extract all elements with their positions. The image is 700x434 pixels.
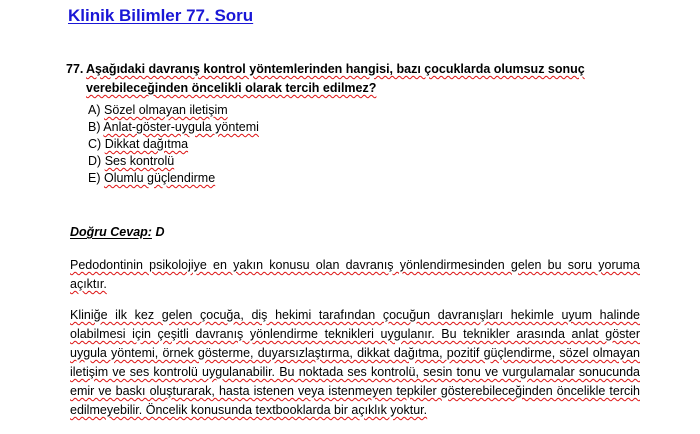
question-text-line1: Aşağıdaki davranış kontrol yöntemlerinden hangisi, bazı çocuklarda olumsuz sonuç: [86, 62, 585, 76]
question-text-line2: verebileceğinden öncelikli olarak tercih edilmez?: [86, 81, 377, 95]
explanation-paragraph-1: Pedodontinin psikolojiye en yakın konusu olan davranış yönlendirmesinden gelen bu soru yoruma açıktır.: [70, 258, 640, 291]
explanation-paragraph-2: Kliniğe ilk kez gelen çocuğa, diş hekimi tarafından çocuğun davranışları hekimle uyum halinde olabilmesi için çeşitli davranış yönlendirme teknikleri uygulanır. Bu teknikler arasında anlat göster uygula yöntemi, örnek gösterme, duyarsızlaştırma, dikkat dağıtma, pozitif güçlendirme, sözel olmayan iletişim ve ses kontrolü uygulanabilir. Bu noktada ses kontrolü, sesin tonu ve vurgulamalar sonucunda emir ve baskı oluşturarak, hasta istenen veya istenmeyen tepkiler gösterebileceğinden öncelikle tercih edilmeyebilir. Öncelik konusunda textbooklarda bir açıklık yoktur.: [70, 308, 640, 417]
option-a: [88, 102, 259, 119]
option-text: Olumlu güçlendirme: [103, 171, 216, 185]
option-letter: C): [88, 137, 102, 151]
correct-answer-label: Doğru Cevap:: [70, 225, 152, 239]
option-text: Dikkat dağıtma: [104, 137, 189, 151]
option-letter: E): [88, 171, 101, 185]
question-number: 77.: [66, 62, 84, 76]
question-block: [66, 60, 626, 98]
option-letter: A): [88, 103, 101, 117]
option-text: Sözel olmayan iletişim: [103, 103, 228, 117]
option-d: [88, 153, 259, 170]
option-c: [88, 136, 259, 153]
answer-options: [88, 102, 259, 187]
page-title: Klinik Bilimler 77. Soru: [68, 6, 254, 25]
option-b: [88, 119, 259, 136]
option-e: [88, 170, 259, 187]
option-text: Anlat-göster-uygula yöntemi: [103, 120, 259, 134]
option-letter: B): [88, 120, 101, 134]
option-letter: D): [88, 154, 102, 168]
option-text: Ses kontrolü: [104, 154, 175, 168]
correct-answer-value: D: [155, 225, 165, 239]
correct-answer: [70, 225, 164, 239]
